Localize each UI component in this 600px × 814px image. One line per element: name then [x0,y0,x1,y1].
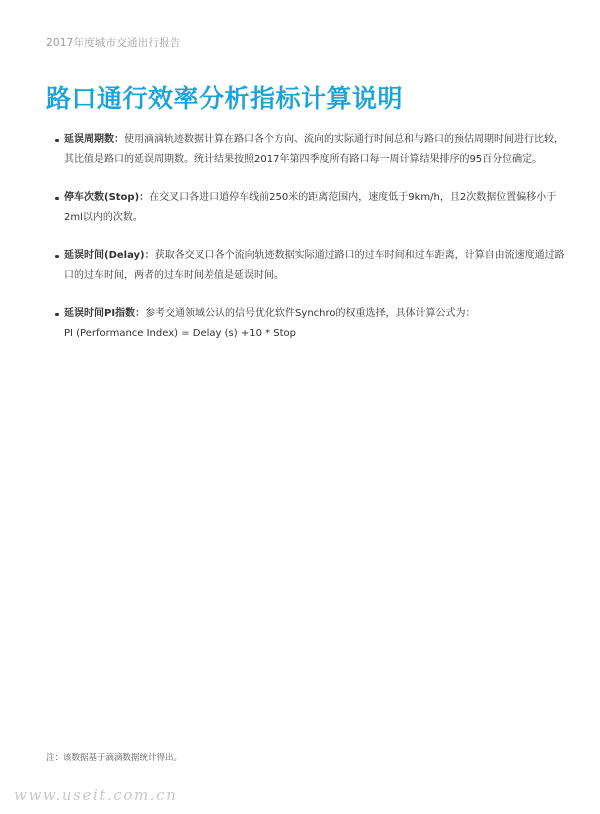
page-title: 路口通行效率分析指标计算说明 [46,84,404,113]
indicator-item-delay-cycles [55,130,567,170]
term-colon: ： [139,192,150,203]
footnote: 注：该数据基于滴滴数据统计得出。 [46,753,183,763]
indicator-term: 延误时间PI指数 [64,308,136,319]
indicator-list [55,130,567,344]
indicator-term: 延误时间(Delay) [64,250,145,261]
indicator-item-pi-index [55,304,567,344]
indicator-description: 获取各交叉口各个流向轨迹数据实际通过路口的过车时间和过车距离，计算自由流速度通过路口的过车时间，两者的过车时间差值是延误时间。 [64,250,565,281]
indicator-description: 参考交通领域公认的信号优化软件Synchro的权重选择，具体计算公式为： [145,308,476,319]
indicator-term: 停车次数(Stop) [64,192,140,203]
indicator-item-delay-time [55,246,567,286]
report-header: 2017年度城市交通出行报告 [46,37,181,49]
pi-formula: PI (Performance Index) = Delay (s) +10 * Stop [64,328,297,339]
term-colon: ： [135,308,146,319]
indicator-description: 使用滴滴轨迹数据计算在路口各个方向、流向的实际通行时间总和与路口的预估周期时间进行比较，其比值是路口的延误周期数。统计结果按照2017年第四季度所有路口每一周计算结果排序的95百分位确定。 [64,134,564,165]
indicator-item-stops [55,188,567,228]
indicator-description: 在交叉口各进口道停车线前250米的距离范围内，速度低于9km/h，且2次数据位置偏移小于2ml以内的次数。 [64,192,557,223]
term-colon: ： [144,250,155,261]
indicator-term: 延误周期数 [64,134,114,145]
term-colon: ： [114,134,124,145]
watermark: www.useit.com.cn [14,786,178,804]
